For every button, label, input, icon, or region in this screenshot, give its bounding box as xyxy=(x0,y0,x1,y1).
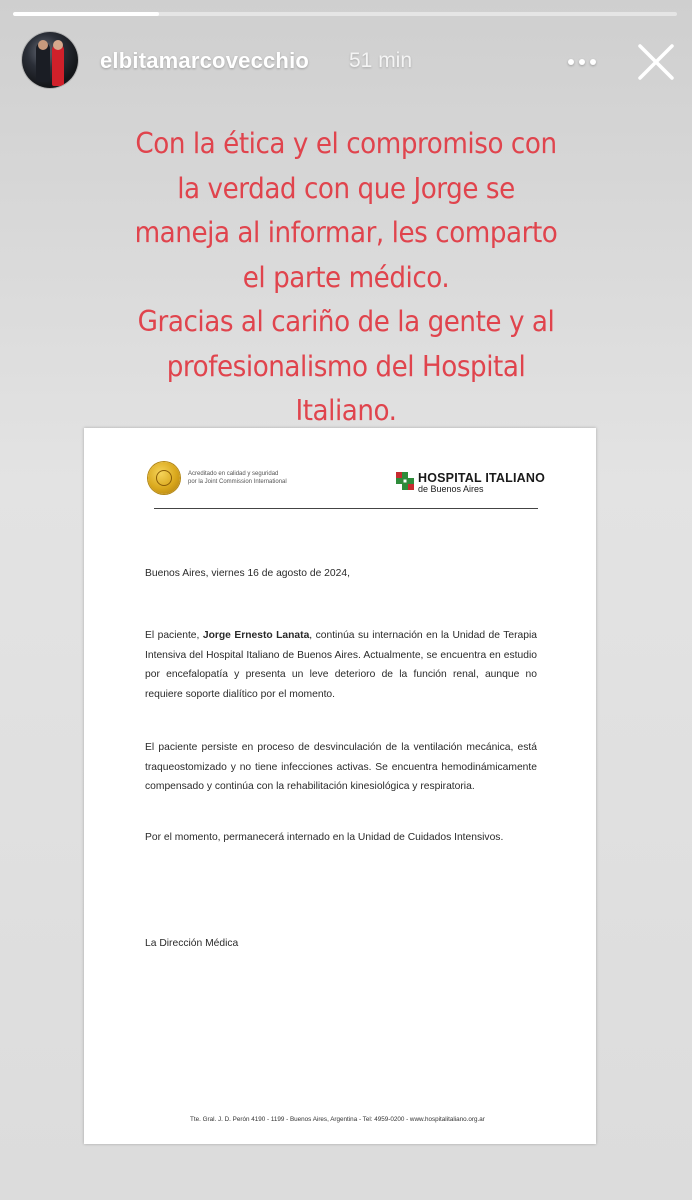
letterhead-divider xyxy=(154,508,538,509)
caption-line: profesionalismo del Hospital xyxy=(166,349,526,383)
accreditation-seal-icon xyxy=(148,462,180,494)
post-time: 51 min xyxy=(349,49,413,72)
more-icon-dot xyxy=(590,59,596,65)
caption-line: maneja al informar, les comparto xyxy=(134,216,558,249)
accreditation-text: Acreditado en calidad y seguridad por la Joint Commission International xyxy=(188,471,287,485)
hospital-logo xyxy=(396,470,546,494)
story-progress-bar xyxy=(13,12,677,16)
document-signature: La Dirección Médica xyxy=(145,938,239,949)
caption-line: el parte médico. xyxy=(242,260,450,294)
document-date: Buenos Aires, viernes 16 de agosto de 2024, xyxy=(145,568,350,579)
medical-report-document xyxy=(84,428,596,1144)
story-progress-fill xyxy=(13,12,159,16)
document-paragraph-3: Por el momento, permanecerá internado en la Unidad de Cuidados Intensivos. xyxy=(145,832,504,843)
more-icon xyxy=(568,59,574,65)
caption-line: la verdad con que Jorge se xyxy=(177,171,515,205)
hospital-cross-icon xyxy=(396,472,414,490)
more-options-button[interactable] xyxy=(562,46,602,76)
caption-line: Con la ética y el compromiso con xyxy=(135,127,557,160)
close-icon xyxy=(636,42,676,82)
caption-line: Italiano. xyxy=(295,394,397,427)
close-button[interactable] xyxy=(636,42,676,82)
document-paragraph-1: El paciente, Jorge Ernesto Lanata, continúa su internación en la Unidad de Terapia Intensiva del Hospital Italiano de Buenos Aires. Actualmente, se encuentra en estudio por encefalopatía y presenta un leve deterioro de la función renal, aunque no requiere soporte dialítico por el momento. xyxy=(145,630,538,700)
avatar[interactable] xyxy=(22,32,78,88)
document-footer: Tte. Gral. J. D. Perón 4190 - 1199 - Buenos Aires, Argentina - Tel: 4959-0200 - www.hospitalitaliano.org.ar xyxy=(190,1116,485,1123)
hospital-subtitle: de Buenos Aires xyxy=(418,484,484,494)
caption-line: Gracias al cariño de la gente y al xyxy=(137,305,555,338)
username[interactable]: elbitamarcovecchio xyxy=(100,48,310,73)
story-header xyxy=(0,26,692,92)
document-paragraph-2: El paciente persiste en proceso de desvinculación de la ventilación mecánica, está traqueostomizado y no tiene infecciones activas. Se encuentra hemodinámicamente compensado y continúa con la rehabilitación kinesiológica y respiratoria. xyxy=(145,742,537,792)
story-caption xyxy=(129,122,563,434)
more-icon-dot xyxy=(579,59,585,65)
patient-name: Jorge Ernesto Lanata xyxy=(202,630,310,641)
document-letterhead xyxy=(148,458,546,508)
hospital-name: HOSPITAL ITALIANO xyxy=(418,471,546,485)
